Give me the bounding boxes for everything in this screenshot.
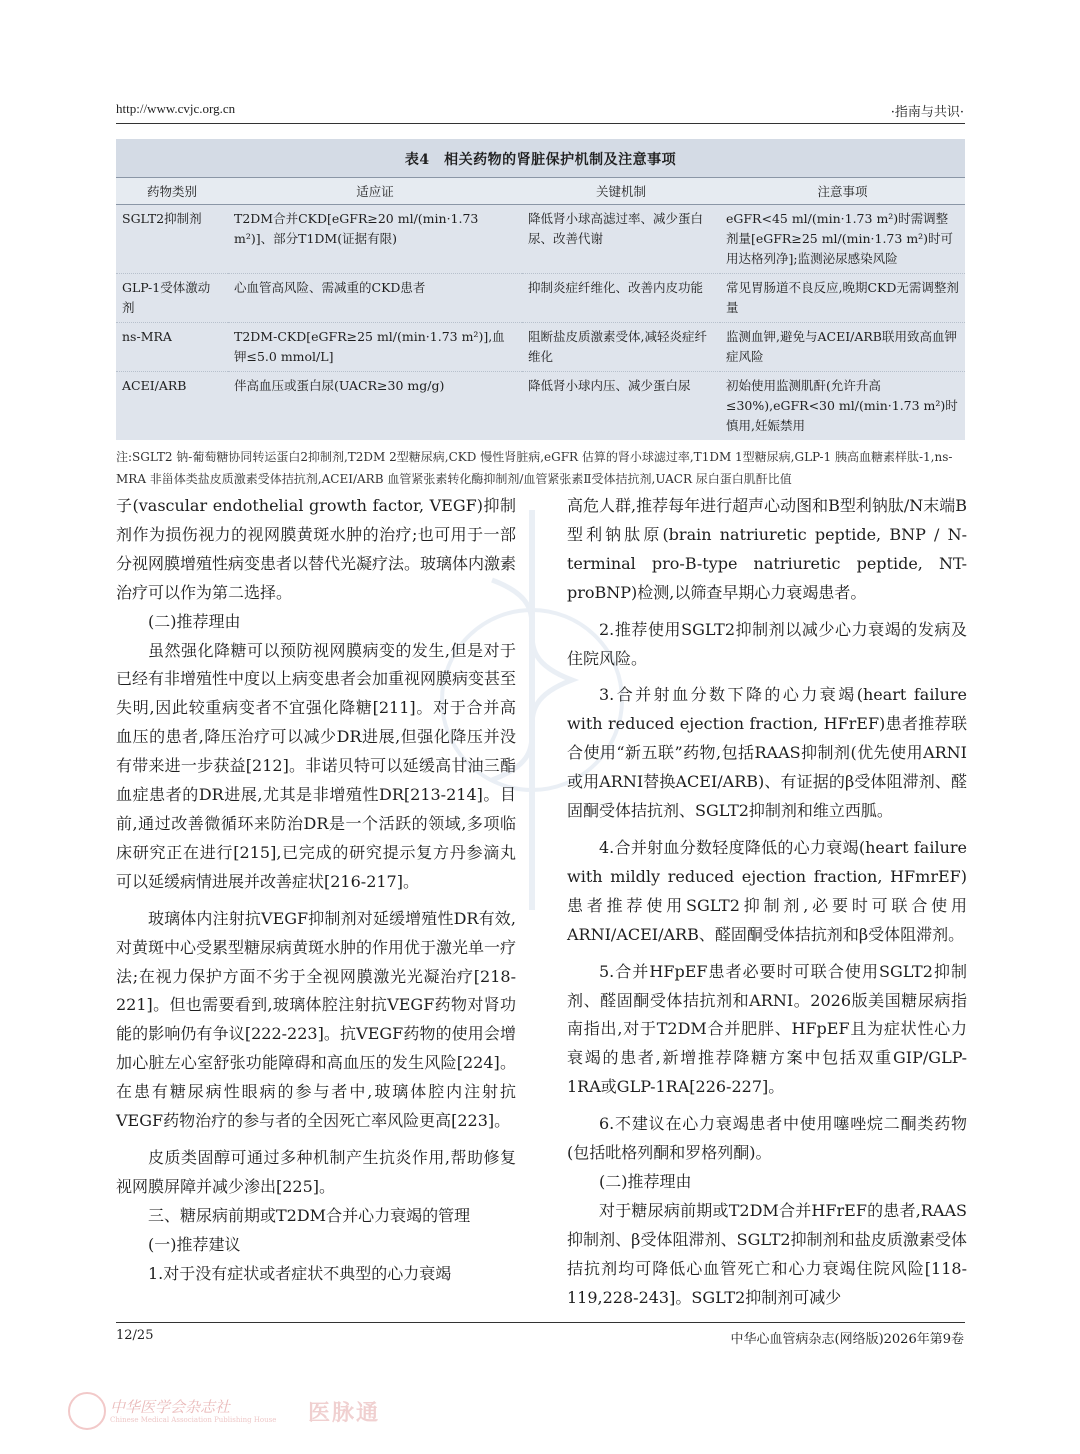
subsection-heading: (二)推荐理由	[148, 611, 241, 631]
table-title: 表4 相关药物的肾脏保护机制及注意事项	[116, 139, 965, 177]
table-row	[116, 274, 965, 323]
table-cell: eGFR<45 ml/(min·1.73 m²)时需调整剂量[eGFR≥25 ml/(min·1.73 m²)时可用达格列净];监测泌尿感染风险	[720, 205, 965, 274]
paragraph: 3.合并射血分数下降的心力衰竭(heart failure with reduced ejection fraction, HFrEF)患者推荐联合使用“新五联”药物,包括RAAS抑制剂(优先使用ARNI或用ARNI替换ACEI/ARB)、有证据的β受体阻滞剂、醛固酮受体拮抗剂、SGLT2抑制剂和维立西胍。	[567, 685, 967, 821]
table-row	[116, 372, 965, 441]
table-cell: 抑制炎症纤维化、改善内皮功能	[522, 274, 720, 323]
table-cell: 降低肾小球高滤过率、减少蛋白尿、改善代谢	[522, 205, 720, 274]
table-header-cell: 关键机制	[522, 178, 720, 205]
table-cell: T2DM-CKD[eGFR≥25 ml/(min·1.73 m²)],血钾≤5.0 mmol/L]	[228, 323, 522, 372]
table-cell: GLP-1受体激动剂	[116, 274, 228, 323]
table-cell: T2DM合并CKD[eGFR≥20 ml/(min·1.73 m²)]、部分T1DM(证据有限)	[228, 205, 522, 274]
paragraph: 玻璃体内注射抗VEGF抑制剂对延缓增殖性DR有效,对黄斑中心受累型糖尿病黄斑水肿的作用优于激光单一疗法;在视力保护方面不劣于全视网膜激光光凝治疗[218-221]。但也需要看到,玻璃体腔注射抗VEGF药物对肾功能的影响仍有争议[222-223]。抗VEGF药物的使用会增加心脏左心室舒张功能障碍和高血压的发生风险[224]。在患有糖尿病性眼病的参与者中,玻璃体腔内注射抗VEGF药物治疗的参与者的全因死亡率风险更高[223]。	[116, 908, 517, 1131]
paragraph: 子(vascular endothelial growth factor, VEGF)抑制剂作为损伤视力的视网膜黄斑水肿的治疗;也可用于一部分视网膜增殖性病变患者以替代光凝疗法。玻璃体内激素治疗可以作为第二选择。	[116, 496, 517, 602]
drug-table-block	[116, 139, 965, 496]
paragraph: 4.合并射血分数轻度降低的心力衰竭(heart failure with mildly reduced ejection fraction, HFmrEF)患者推荐使用SGLT2抑制剂,必要时可联合使用ARNI/ACEI/ARB、醛固酮受体拮抗剂和β受体阻滞剂。	[567, 837, 967, 944]
paragraph: 1.对于没有症状或者症状不典型的心力衰竭	[148, 1263, 452, 1283]
table-header-cell: 适应证	[228, 178, 522, 205]
table-header-cell: 注意事项	[720, 178, 965, 205]
table-cell: SGLT2抑制剂	[116, 205, 228, 274]
paragraph: 2.推荐使用SGLT2抑制剂以减少心力衰竭的发病及住院风险。	[567, 619, 967, 668]
brand-watermark: 医脉通	[308, 1400, 381, 1426]
subsection-heading: (一)推荐建议	[148, 1234, 241, 1254]
paragraph: 虽然强化降糖可以预防视网膜病变的发生,但是对于已经有非增殖性中度以上病变患者会加重视网膜病变甚至失明,因此较重病变者不宜强化降糖[211]。对于合并高血压的患者,降压治疗可以减少DR进展,但强化降压并没有带来进一步获益[212]。非诺贝特可以延缓高甘油三酯血症患者的DR进展,尤其是非增殖性DR[213-214]。目前,通过改善微循环来防治DR是一个活跃的领域,多项临床研究正在进行[215],已完成的研究提示复方丹参滴丸可以延缓病情进展并改善症状[216-217]。	[116, 640, 517, 891]
section-heading: 三、糖尿病前期或T2DM合并心力衰竭的管理	[148, 1205, 471, 1225]
table-row	[116, 205, 965, 274]
paragraph: 对于糖尿病前期或T2DM合并HFrEF的患者,RAAS抑制剂、β受体阻滞剂、SGLT2抑制剂和盐皮质激素受体拮抗剂均可降低心血管死亡和心力衰竭住院风险[118-119,228-243]。SGLT2抑制剂可减少	[567, 1200, 967, 1307]
right-text-column	[567, 492, 967, 1312]
table-cell: 伴高血压或蛋白尿(UACR≥30 mg/g)	[234, 378, 445, 393]
table-cell: 降低肾小球内压、减少蛋白尿	[528, 378, 691, 393]
table-cell: 初始使用监测肌酐(允许升高≤30%),eGFR<30 ml/(min·1.73 m²)时慎用,妊娠禁用	[726, 378, 958, 433]
header-url: http://www.cvjc.org.cn	[116, 101, 236, 116]
journal-issue: 中华心血管病杂志(网络版)2026年第9卷	[730, 1332, 964, 1347]
paragraph: 高危人群,推荐每年进行超声心动图和B型利钠肽/N末端B型利钠肽原(brain natriuretic peptide, BNP / N-terminal pro-B-type natriuretic peptide, NT-proBNP)检测,以筛查早期心力衰竭患者。	[567, 496, 967, 602]
left-text-column	[116, 492, 516, 1288]
drug-table	[116, 177, 965, 440]
paragraph: 6.不建议在心力衰竭患者中使用噻唑烷二酮类药物(包括吡格列酮和罗格列酮)。	[567, 1114, 967, 1163]
footer-divider	[116, 1322, 965, 1323]
table-cell: 监测血钾,避免与ACEI/ARB联用致高血钾症风险	[720, 323, 965, 372]
subsection-heading: (二)推荐理由	[599, 1171, 692, 1191]
table-cell: 阻断盐皮质激素受体,减轻炎症纤维化	[522, 323, 720, 372]
publisher-name: 中华医学会杂志社	[110, 1398, 231, 1416]
table-header-cell: 药物类别	[116, 178, 228, 205]
publisher-subtitle: Chinese Medical Association Publishing House	[110, 1416, 277, 1424]
table-cell: 心血管高风险、需减重的CKD患者	[228, 274, 522, 323]
paragraph: 皮质类固醇可通过多种机制产生抗炎作用,帮助修复视网膜屏障并减少渗出[225]。	[116, 1147, 516, 1196]
publisher-seal-icon	[68, 1392, 106, 1430]
table-cell: 常见胃肠道不良反应,晚期CKD无需调整剂量	[720, 274, 965, 323]
header-divider	[116, 123, 965, 124]
table-footnote: 注:SGLT2 钠-葡萄糖协同转运蛋白2抑制剂,T2DM 2型糖尿病,CKD 慢性肾脏病,eGFR 估算的肾小球滤过率,T1DM 1型糖尿病,GLP-1 胰高血糖素样肽-1,ns-MRA 非甾体类盐皮质激素受体拮抗剂,ACEI/ARB 血管紧张素转化酶抑制剂/血管紧张素Ⅱ受体拮抗剂,UACR 尿白蛋白肌酐比值	[116, 440, 965, 496]
table-cell: ACEI/ARB	[122, 378, 187, 393]
paragraph: 5.合并HFpEF患者必要时可联合使用SGLT2抑制剂、醛固酮受体拮抗剂和ARNI。2026版美国糖尿病指南指出,对于T2DM合并肥胖、HFpEF且为症状性心力衰竭的患者,新增推荐降糖方案中包括双重GIP/GLP-1RA或GLP-1RA[226-227]。	[567, 961, 967, 1097]
table-row	[116, 323, 965, 372]
header-section-label: ·指南与共识·	[890, 105, 964, 120]
table-cell: ns-MRA	[116, 323, 228, 372]
page-number: 12/25	[116, 1328, 154, 1343]
publisher-logo	[68, 1390, 488, 1434]
